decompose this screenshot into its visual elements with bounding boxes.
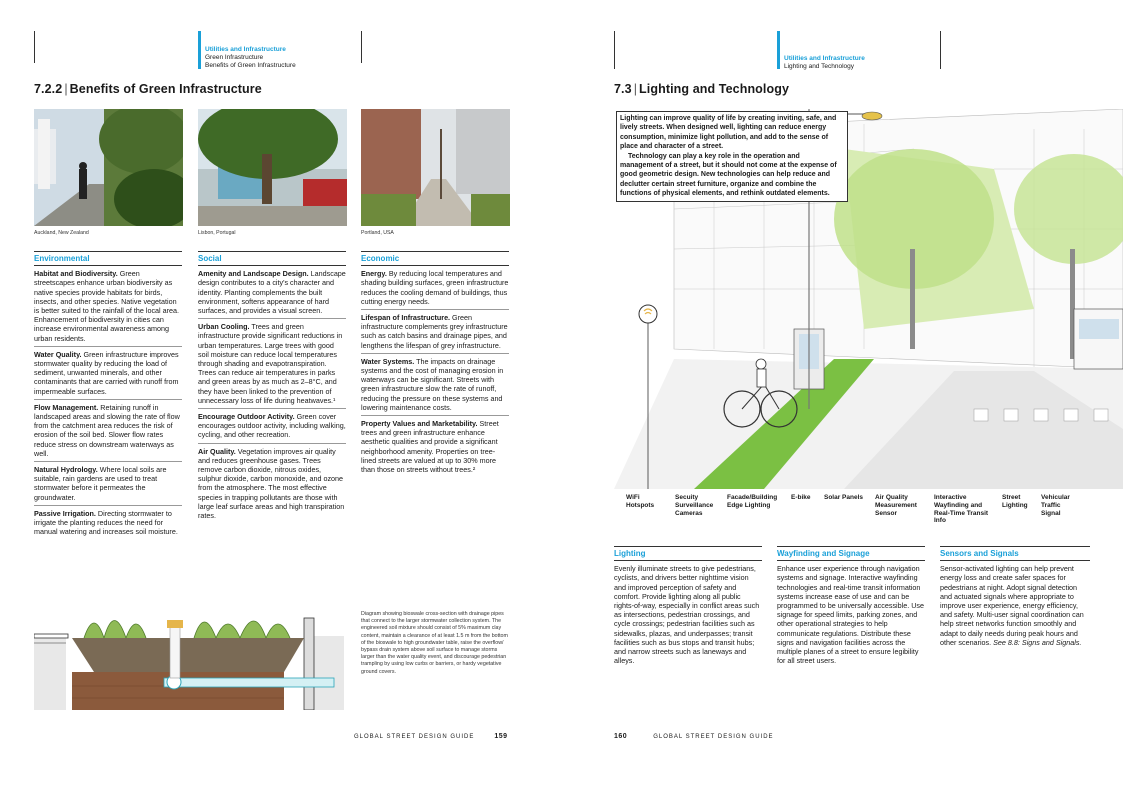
label-facade-lighting: Facade/Building Edge Lighting xyxy=(727,494,778,509)
column-body: Sensor-activated lighting can help prevent energy loss and create safer spaces for pedestrians at night. Adopt signal detection and actuated signals where appropriate to improve user experience, energy efficiency, and safety. Multi-user signal coordination can help street networks function smoothly and adapt to daily needs during peak hours and other scenarios. See 8.8: Signs and Signals. xyxy=(940,564,1084,647)
label-street-lighting: Street Lighting xyxy=(1002,494,1028,509)
page-footer xyxy=(354,733,508,740)
section-number: 7.3 xyxy=(614,82,632,96)
label-security-cameras: Secuity Surveillance Cameras xyxy=(675,494,714,517)
section-title: 7.2.2 | Benefits of Green Infrastructure xyxy=(34,82,262,96)
breadcrumb-item: Benefits of Green Infrastructure xyxy=(205,62,296,69)
column-heading: Environmental xyxy=(34,251,182,266)
column-wayfinding xyxy=(777,546,925,665)
column-body: Enhance user experience through navigation systems and signage. Interactive wayfinding technologies and real-time transit information systems increase ease of use and can be programmed to be universally accessible. Use signage for speed limits, parking zones, and other operational strategies to help communicate regulations. Distribute these signs and navigation facilities across the multiple planes of a street to ensure legibility for all street users. xyxy=(777,564,925,666)
benefit-item: Natural Hydrology. Where local soils are suitable, rain gardens are used to treat stormwater before it permeates the groundwater. xyxy=(34,465,182,506)
section-number: 7.2.2 xyxy=(34,82,63,96)
label-air-quality-sensor: Air Quality Measurement Sensor xyxy=(875,494,917,517)
photo-caption: Lisbon, Portugal xyxy=(198,230,236,236)
breadcrumb-item: Lighting and Technology xyxy=(784,63,854,70)
diagram-caption: Diagram showing bioswale cross-section with drainage pipes that connect to the larger stormwater collection system. The engineered soil mixture should consist of 5% maximum clay content, maintain a clearance of at least 1.5 m from the bottom of the bioswale to high groundwater table, raise the overflow/ bypass drain system above soil surface to manage storms larger than the water quality event, and discourage pedestrian trampling by using low curbs or barriers, or hardy vegetative ground covers. xyxy=(361,611,508,675)
benefit-item: Urban Cooling. Trees and green infrastructure provide significant reductions in urban temperatures. Large trees with good soil moisture can reduce local temperatures through shading and evapotranspiration. Trees can reduce air temperatures in parks and green areas by as much as 2–8°C, and they have been linked to the prevention of unnecessary loss of life during heatwaves.¹ xyxy=(198,322,346,409)
breadcrumb xyxy=(784,55,865,71)
benefit-item: Property Values and Marketability. Street trees and green infrastructure enhance aesthetic qualities and provide a significant neighborhood amenity. Properties on tree-lined streets are valued at up to 30% more than those on streets without trees.² xyxy=(361,419,499,475)
column-heading: Sensors and Signals xyxy=(940,546,1090,561)
margin-rule xyxy=(940,31,941,69)
breadcrumb-accent-bar xyxy=(198,31,201,69)
intro-paragraph: Technology can play a key role in the operation and management of a street, but it should not come at the expense of good geometric design. New technologies can help reduce and declutter certain street furniture, organize and combine the functions of physical elements, and rethink outdated elements. xyxy=(620,152,837,198)
column-heading: Economic xyxy=(361,251,509,266)
column-lighting xyxy=(614,546,762,665)
page-footer xyxy=(614,733,774,740)
bioswale-diagram xyxy=(34,598,344,710)
photo-portland xyxy=(361,109,510,226)
column-heading: Wayfinding and Signage xyxy=(777,546,925,561)
page-number: 159 xyxy=(494,733,508,740)
right-page xyxy=(562,0,1123,794)
section-title-text: Benefits of Green Infrastructure xyxy=(69,82,262,96)
benefit-item: Air Quality. Vegetation improves air quality and reduces greenhouse gases. Trees remove carbon dioxide, nitrous oxides, sulphur dioxide, carbon monoxide, and ozone from the atmosphere. The most effective species in trapping pollutants are those with large leaf surface areas and high transpiration rates. xyxy=(198,446,345,521)
breadcrumb xyxy=(205,46,296,70)
column-sensors xyxy=(940,546,1090,647)
column-body: Evenly illuminate streets to give pedestrians, cyclists, and drivers better nighttime vision and improved perception of safety and comfort. Provide lighting along all public rights-of-way, especially in conflict areas such as intersections, pedestrian crossings, and cycle crossings; pedestrian facilities such as sidewalks, plazas, and underpasses; transit facilities such as bus stops and transit hubs; and narrow streets such as laneways and alleys. xyxy=(614,564,760,666)
column-heading: Lighting xyxy=(614,546,762,561)
breadcrumb-item: Green Infrastructure xyxy=(205,54,264,61)
benefit-item: Passive Irrigation. Directing stormwater to irrigate the planting reduces the need for manual watering and increases soil moisture. xyxy=(34,508,178,537)
label-wifi-hotspots: WiFi Hotspots xyxy=(626,494,655,509)
column-environmental xyxy=(34,251,182,542)
benefit-item: Energy. By reducing local temperatures and shading building surfaces, green infrastructure reduces the cooling demand of buildings, thus cutting energy needs. xyxy=(361,269,509,310)
benefit-item: Water Systems. The impacts on drainage systems and the cost of managing erosion in waterways can be significant. Streets with green infrastructure slow the rate of runoff, reducing the pressure on these systems and lowering maintenance costs. xyxy=(361,357,509,416)
left-page xyxy=(0,0,561,794)
page-number: 160 xyxy=(614,733,628,740)
label-traffic-signal: Vehicular Traffic Signal xyxy=(1041,494,1070,517)
margin-rule xyxy=(361,31,362,63)
column-social xyxy=(198,251,346,526)
label-e-bike: E-bike xyxy=(791,494,811,501)
benefit-item: Encourage Outdoor Activity. Green cover encourages outdoor activity, including walking, cycling, and other recreation. xyxy=(198,412,346,444)
benefit-item: Amenity and Landscape Design. Landscape design contributes to a city's character and identity. Planting complements the built environment, softens appearance of hard surfaces, and provides a visual screen. xyxy=(198,269,346,319)
margin-rule xyxy=(614,31,615,69)
margin-rule xyxy=(34,31,35,63)
footer-title: GLOBAL STREET DESIGN GUIDE xyxy=(653,734,774,740)
intro-paragraph: Lighting can improve quality of life by creating inviting, safe, and lively streets. When designed well, lighting can reduce energy consumption, minimize light pollution, and add to the sense of place and character of a street. xyxy=(620,115,837,151)
breadcrumb-item: Utilities and Infrastructure xyxy=(784,55,865,62)
label-solar-panels: Solar Panels xyxy=(824,494,864,501)
benefit-item: Flow Management. Retaining runoff in landscaped areas and slowing the rate of flow from the catchment area reduces the risk of erosion of the soil bed. Slower flow rates reduce stress on downstream waterways as well. xyxy=(34,403,182,462)
benefit-item: Habitat and Biodiversity. Green streetscapes enhance urban biodiversity as native species provide habitats for birds, insects, and other species. Native vegetation is better suited to the rainfall of the local area. Enhancement of biodiversity in cities can increase environmental awareness among urban residents. xyxy=(34,269,182,347)
label-interactive-wayfinding: Interactive Wayfinding and Real-Time Transit Info xyxy=(934,494,989,525)
breadcrumb-accent-bar xyxy=(777,31,780,69)
photo-caption: Portland, USA xyxy=(361,230,394,236)
benefit-item: Water Quality. Green infrastructure improves stormwater quality by reducing the load of sediment, unwanted minerals, and other contaminants that are carried with runoff from impermeable surfaces. xyxy=(34,350,182,400)
breadcrumb-item: Utilities and Infrastructure xyxy=(205,46,286,53)
column-economic xyxy=(361,251,509,480)
photo-lisbon xyxy=(198,109,347,226)
benefit-item: Lifespan of Infrastructure. Green infrastructure complements grey infrastructure such as catch basins and drainage pipes, and lengthens the lifespan of grey infrastructure. xyxy=(361,313,509,354)
column-heading: Social xyxy=(198,251,346,266)
footer-title: GLOBAL STREET DESIGN GUIDE xyxy=(354,734,475,740)
photo-caption: Auckland, New Zealand xyxy=(34,230,89,236)
cross-reference: See 8.8: Signs and Signals. xyxy=(991,637,1082,647)
illustration-labels xyxy=(614,494,1123,524)
section-title-text: Lighting and Technology xyxy=(639,82,790,96)
intro-box xyxy=(616,111,848,202)
photo-auckland xyxy=(34,109,183,226)
section-title: 7.3 | Lighting and Technology xyxy=(614,82,790,96)
